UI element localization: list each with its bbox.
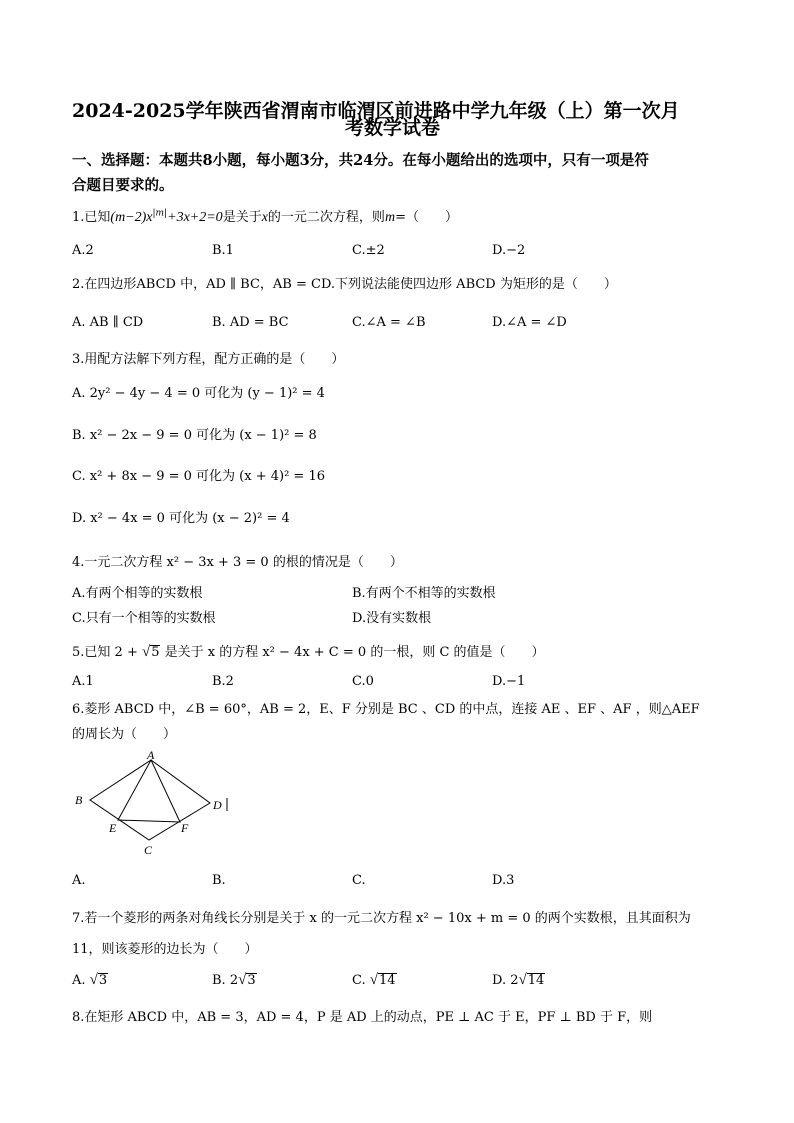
q7-d-sqrt-sign: √ (518, 972, 527, 988)
q7-c-label: C. (352, 973, 370, 988)
question-6-line-2: 的周长为（ ） (72, 727, 177, 742)
q1-var-x: x (261, 210, 268, 225)
q7-option-b (212, 972, 257, 989)
q1-exponent: |m| (152, 208, 168, 219)
q1-option-b: B.1 (212, 243, 234, 258)
section-header-line-2: 合题目要求的。 (72, 177, 174, 194)
q5-sqrt-sign: √ (141, 644, 151, 660)
q6-option-b: B. (212, 873, 226, 888)
rhombus-figure (70, 748, 240, 860)
q4-option-a: A.有两个相等的实数根 (72, 586, 203, 601)
q7-b-radicand: 3 (247, 973, 256, 988)
label-f: F (181, 821, 189, 835)
q7-d-radicand: 14 (527, 973, 545, 988)
q2-option-d: D.∠A = ∠D (492, 315, 567, 330)
question-2-stem (72, 273, 617, 292)
q5-option-c: C.0 (352, 674, 374, 689)
q1-text-3: =（ ） (395, 210, 458, 225)
question-3-stem: 3.用配方法解下列方程，配方正确的是（ ） (72, 352, 345, 367)
q7-a-label: A. (72, 973, 90, 988)
title-line-1: 2024-2025学年陕西省渭南市临渭区前进路中学九年级（上）第一次月 (72, 100, 680, 122)
q5-prefix: 5.已知 2 + (72, 645, 142, 660)
q1-option-c: C.±2 (352, 243, 385, 258)
q4-option-d: D.没有实数根 (352, 611, 432, 626)
q5-option-b: B.2 (212, 674, 234, 689)
q1-option-a: A.2 (72, 243, 94, 258)
q3-option-b: B. x² − 2x − 9 = 0 可化为 (x − 1)² = 8 (72, 428, 317, 443)
title-line-2: 考数学试卷 (345, 117, 441, 139)
q7-option-d (492, 972, 545, 989)
question-7-line-2: 11，则该菱形的边长为（ ） (72, 942, 258, 957)
q7-d-label: D. (492, 973, 511, 988)
triangle-aef (118, 760, 180, 822)
label-d: D (213, 798, 222, 812)
question-5-stem (72, 641, 545, 661)
q5-option-a: A.1 (72, 674, 94, 689)
question-1-stem (72, 206, 458, 226)
q7-b-sqrt-sign: √ (238, 972, 247, 988)
q7-option-a (72, 972, 108, 989)
q7-c-radicand: 14 (378, 973, 396, 988)
q5-rest: 是关于 x 的方程 x² − 4x + C = 0 的一根，则 C 的值是（ ） (160, 645, 545, 660)
q1-text: 是关于 (222, 210, 262, 225)
q1-var-m: m (384, 210, 396, 225)
rhombus-outline (90, 760, 210, 840)
q6-option-d: D.3 (492, 873, 515, 888)
question-6-line-1: 6.菱形 ABCD 中，∠B = 60°，AB = 2，E、F 分别是 BC 、CD 的中点，连接 AE 、EF 、AF ，则△AEF (72, 702, 700, 717)
q2-rest: ABCD 中，AD ∥ BC，AB = CD.下列说法能使四边形 ABCD 为矩形的是（ ） (136, 277, 617, 292)
q1-option-d: D.−2 (492, 243, 526, 258)
label-e: E (109, 821, 117, 835)
q1-expr: (m−2)x (110, 210, 153, 225)
q2-option-a: A. AB ∥ CD (72, 315, 144, 330)
q6-option-c: C. (352, 873, 366, 888)
q6-option-a: A. (72, 873, 86, 888)
q2-option-c: C.∠A = ∠B (352, 315, 426, 330)
q7-b-label: B. (212, 973, 230, 988)
question-7-line-1: 7.若一个菱形的两条对角线长分别是关于 x 的一元二次方程 x² − 10x + m = 0 的两个实数根，且其面积为 (72, 911, 691, 926)
question-4-stem: 4.一元二次方程 x² − 3x + 3 = 0 的根的情况是（ ） (72, 555, 403, 570)
q7-c-sqrt-sign: √ (369, 972, 378, 988)
q7-a-radicand: 3 (98, 973, 108, 988)
q1-prefix: 1.已知 (72, 210, 111, 225)
label-a: A (147, 748, 155, 762)
label-b: B (75, 793, 83, 807)
q3-option-a: A. 2y² − 4y − 4 = 0 可化为 (y − 1)² = 4 (72, 386, 325, 401)
q5-radicand: 5 (151, 645, 160, 660)
q2-prefix: 2.在四边形 (72, 277, 137, 292)
q1-expr-2: +3x+2=0 (167, 210, 223, 225)
q2-option-b: B. AD = BC (212, 315, 289, 330)
section-header-line-1: 一、选择题：本题共8小题，每小题3分，共24分。在每小题给出的选项中，只有一项是符 (72, 152, 649, 169)
q3-option-c: C. x² + 8x − 9 = 0 可化为 (x + 4)² = 16 (72, 469, 325, 484)
q1-text-2: 的一元二次方程，则 (267, 210, 385, 225)
q7-option-c (352, 972, 397, 989)
q5-option-d: D.−1 (492, 674, 526, 689)
q4-option-c: C.只有一个相等的实数根 (72, 611, 216, 626)
q7-a-sqrt-sign: √ (89, 972, 98, 988)
q3-option-d: D. x² − 4x = 0 可化为 (x − 2)² = 4 (72, 511, 290, 526)
label-c: C (144, 843, 153, 857)
q7-d-coef: 2 (510, 973, 519, 988)
q4-option-b: B.有两个不相等的实数根 (352, 586, 496, 601)
q7-b-coef: 2 (229, 973, 239, 988)
question-8-line-1: 8.在矩形 ABCD 中，AB = 3，AD = 4，P 是 AD 上的动点，PE ⊥ AC 于 E，PF ⊥ BD 于 F，则 (72, 1010, 653, 1025)
